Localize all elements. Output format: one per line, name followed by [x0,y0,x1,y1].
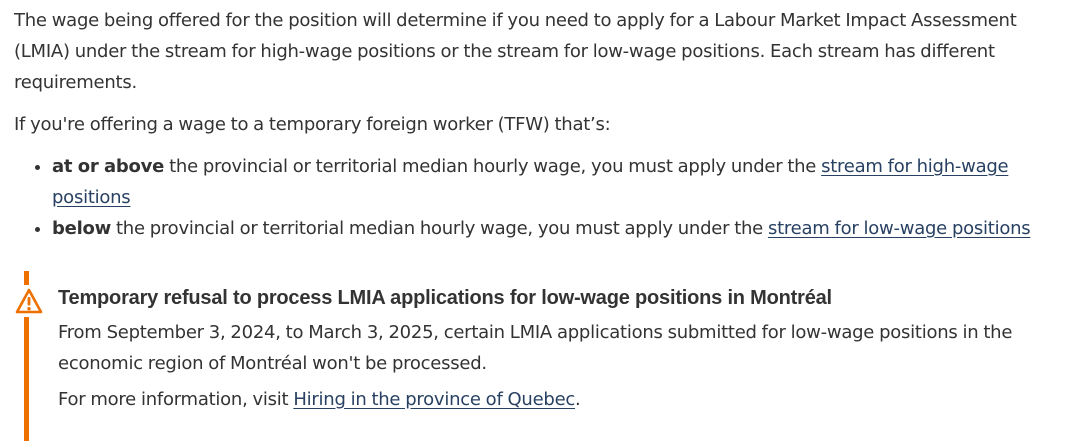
bullet-emphasis: below [52,218,112,239]
alert-body [58,283,1058,420]
intro-lead: If you're offering a wage to a temporary foreign worker (TFW) that’s: [14,114,611,135]
bullet-text: the provincial or territorial median hourly wage, you must apply under the [164,156,822,177]
wage-stream-list [14,151,1064,244]
alert-message: From September 3, 2024, to March 3, 2025, certain LMIA applications submitted for low-wage positions in the economic region of Montréal won't be processed. [58,322,1013,374]
warning-triangle-icon [15,287,43,315]
bullet-emphasis: at or above [52,156,165,177]
list-item [52,213,1064,244]
list-item [52,151,1064,213]
alert-more-prefix: For more information, visit [58,389,294,410]
intro-paragraph: The wage being offered for the position will determine if you need to apply for a Labour Market Impact Assessment (LMIA) under the stream for high-wage positions or the stream for low-wage positions. Each stream has different requirements. [14,10,1017,93]
bullet-text: the provincial or territorial median hourly wage, you must apply under the [111,218,768,239]
quebec-hiring-link[interactable]: Hiring in the province of Quebec [293,389,576,410]
alert-more-info [58,384,1058,415]
warning-icon [15,285,43,317]
alert-title: Temporary refusal to process LMIA applications for low-wage positions in Montréal [58,287,832,309]
alert-more-suffix: . [575,389,581,410]
warning-alert [24,271,1069,441]
main-content [14,5,1064,244]
low-wage-stream-link[interactable]: stream for low-wage positions [767,218,1031,239]
high-wage-stream-link[interactable]: stream for high-wage positions [52,156,1009,208]
